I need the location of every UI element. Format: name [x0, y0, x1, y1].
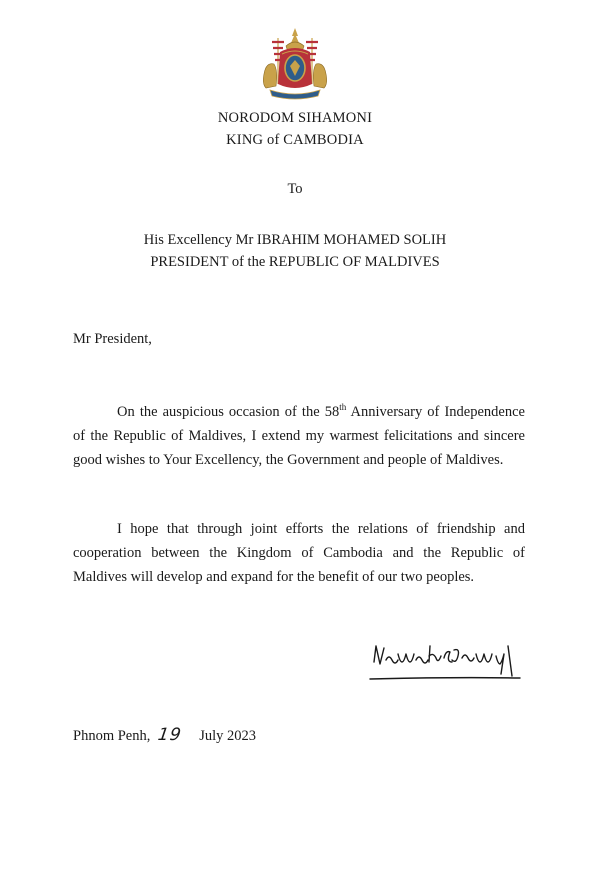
paragraph-anniversary-rest: Anniversary of Independence of the Republic of Maldives, I extend my warmest felicitations and sincere good wishes to Your Excellency, the Government and people of Maldives.: [73, 404, 525, 468]
date-day: 19: [156, 725, 184, 745]
royal-arms-of-cambodia-icon: [258, 26, 332, 102]
sender-title: KING of CAMBODIA: [226, 132, 364, 148]
paragraph-anniversary: [73, 400, 525, 472]
paragraph-anniversary-start: On the auspicious occasion of the 58: [117, 404, 340, 420]
to-label: To: [287, 181, 303, 197]
sender-name: NORODOM SIHAMONI: [217, 110, 373, 126]
date-month-year: July 2023: [199, 728, 257, 744]
place: Phnom Penh,: [73, 728, 151, 744]
ordinal-suffix: th: [339, 402, 347, 412]
sender-block: [0, 107, 590, 151]
paragraph-cooperation: I hope that through joint efforts the relations of friendship and cooperation between the Kingdom of Cambodia and the Republic of Maldives will develop and expand for the benefit of our two peoples.: [73, 521, 525, 585]
salutation: Mr President,: [73, 331, 152, 347]
signature: [368, 640, 528, 686]
recipient-name: His Excellency Mr IBRAHIM MOHAMED SOLIH: [143, 232, 447, 248]
recipient-block: [0, 229, 590, 273]
place-and-date: [73, 724, 256, 747]
recipient-title: PRESIDENT of the REPUBLIC OF MALDIVES: [150, 254, 440, 270]
